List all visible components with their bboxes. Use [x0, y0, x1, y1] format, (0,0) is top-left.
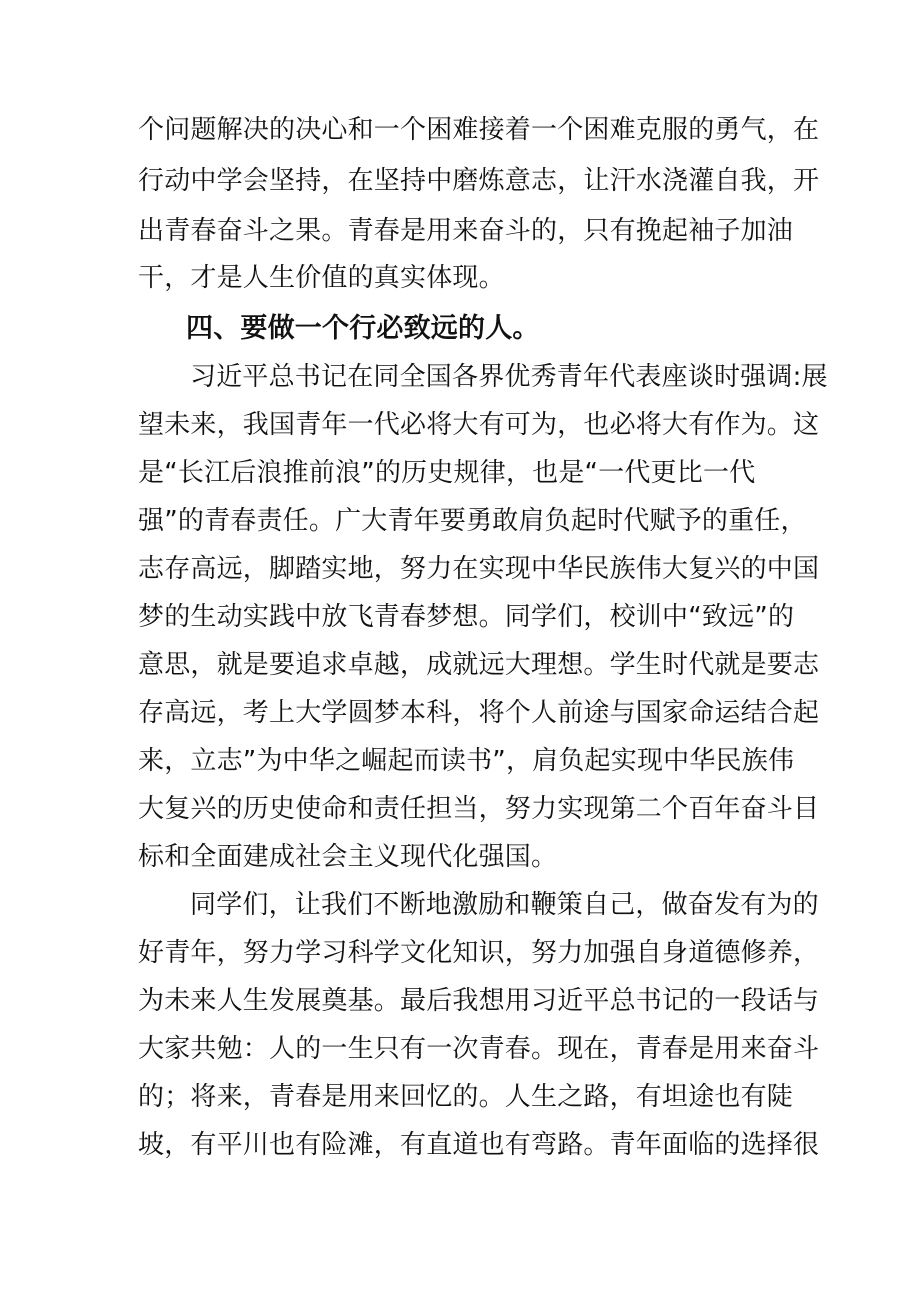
paragraph-line: 干，才是人生价值的真实体现。	[138, 263, 505, 293]
paragraph-line: 出青春奋斗之果。青春是用来奋斗的，只有挽起袖子加油	[138, 216, 794, 246]
paragraph-line: 为未来人生发展奠基。最后我想用习近平总书记的一段话与	[138, 986, 820, 1016]
paragraph-line: 意思，就是要追求卓越，成就远大理想。学生时代就是要志	[138, 650, 820, 680]
paragraph-line: 强”的青春责任。广大青年要勇敢肩负起时代赋予的重任，	[138, 506, 807, 536]
paragraph-line: 习近平总书记在同全国各界优秀青年代表座谈时强调:展	[190, 362, 828, 392]
paragraph-line: 大复兴的历史使命和责任担当，努力实现第二个百年奋斗目	[138, 794, 820, 824]
paragraph-line: 的；将来，青春是用来回忆的。人生之路，有坦途也有陡	[138, 1082, 794, 1112]
paragraph-line: 大家共勉：人的一生只有一次青春。现在，青春是用来奋斗	[138, 1034, 820, 1064]
paragraph-line: 存高远，考上大学圆梦本科，将个人前途与国家命运结合起	[138, 698, 820, 728]
paragraph-line: 来，立志”为中华之崛起而读书”，肩负起实现中华民族伟	[138, 746, 795, 776]
paragraph-line: 好青年，努力学习科学文化知识，努力加强自身道德修养，	[138, 938, 820, 968]
paragraph-line: 梦的生动实践中放飞青春梦想。同学们，校训中“致远”的	[138, 602, 795, 632]
paragraph-line: 标和全面建成社会主义现代化强国。	[138, 842, 558, 872]
paragraph-line: 同学们，让我们不断地激励和鞭策自己，做奋发有为的	[190, 890, 819, 920]
paragraph-line: 是“长江后浪推前浪”的历史规律，也是“一代更比一代	[138, 458, 756, 488]
paragraph-line: 望未来，我国青年一代必将大有可为，也必将大有作为。这	[138, 410, 820, 440]
paragraph-line: 个问题解决的决心和一个困难接着一个困难克服的勇气，在	[138, 115, 820, 145]
paragraph-line: 坡，有平川也有险滩，有直道也有弯路。青年面临的选择很	[138, 1130, 820, 1160]
paragraph-line: 志存高远，脚踏实地，努力在实现中华民族伟大复兴的中国	[138, 554, 820, 584]
paragraph-line: 行动中学会坚持，在坚持中磨炼意志，让汗水浇灌自我，开	[138, 166, 820, 196]
section-heading: 四、要做一个行必致远的人。	[186, 313, 540, 344]
